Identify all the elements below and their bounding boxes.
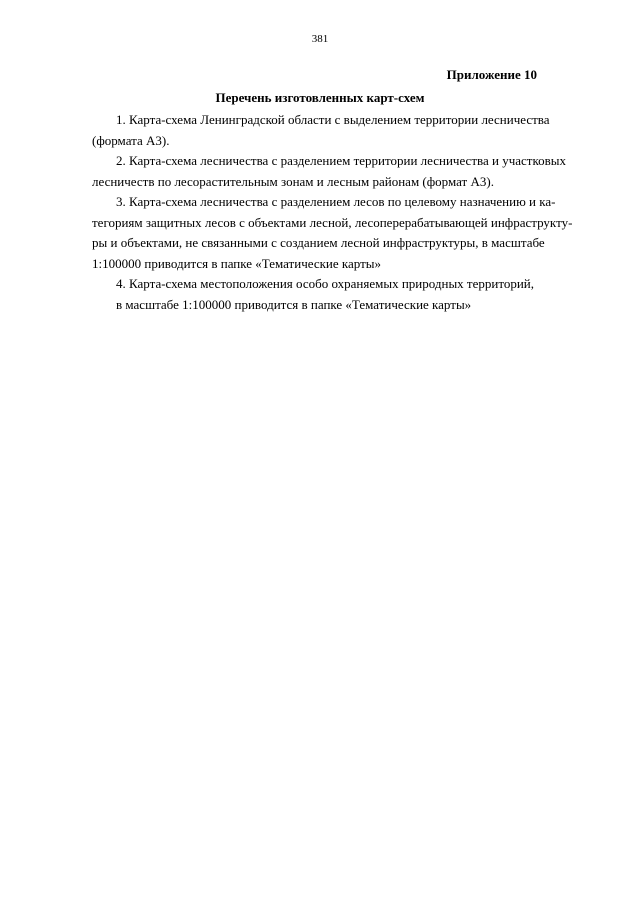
list-item-3-line-1: 3. Карта-схема лесничества с разделением лесов по целевому назначению и ка- [116,194,556,209]
list-item-2 [92,151,566,192]
list-item-1 [92,110,557,151]
list-item-3-line-2: тегориям защитных лесов с объектами лесной, лесоперерабатывающей инфраструкту- [92,214,573,230]
list-item-3-line-3: ры и объектами, не связанными с созданием лесной инфраструктуры, в масштабе [92,235,545,250]
list-item-4 [92,274,557,315]
list-item-1-line-1: 1. Карта-схема Ленинградской области с выделением территории лесничества [116,112,550,127]
list-item-2-line-2: лесничеств по лесорастительным зонам и лесным районам (формат А3). [92,173,494,189]
list-item-3-line-4: 1:100000 приводится в папке «Тематические карты» [92,255,382,271]
page-number: 381 [311,33,329,45]
list-item-4-line-1: 4. Карта-схема местоположения особо охраняемых природных территорий, [116,276,535,291]
map-list [92,110,573,315]
list-item-1-line-2: (формата А3). [92,132,170,148]
list-item-3 [92,192,573,274]
appendix-label: Приложение 10 [446,67,537,82]
list-item-4-line-2: в масштабе 1:100000 приводится в папке «Тематические карты» [116,296,472,312]
document-title: Перечень изготовленных карт-схем [215,90,425,105]
list-item-2-line-1: 2. Карта-схема лесничества с разделением территории лесничества и участковых [116,153,566,168]
